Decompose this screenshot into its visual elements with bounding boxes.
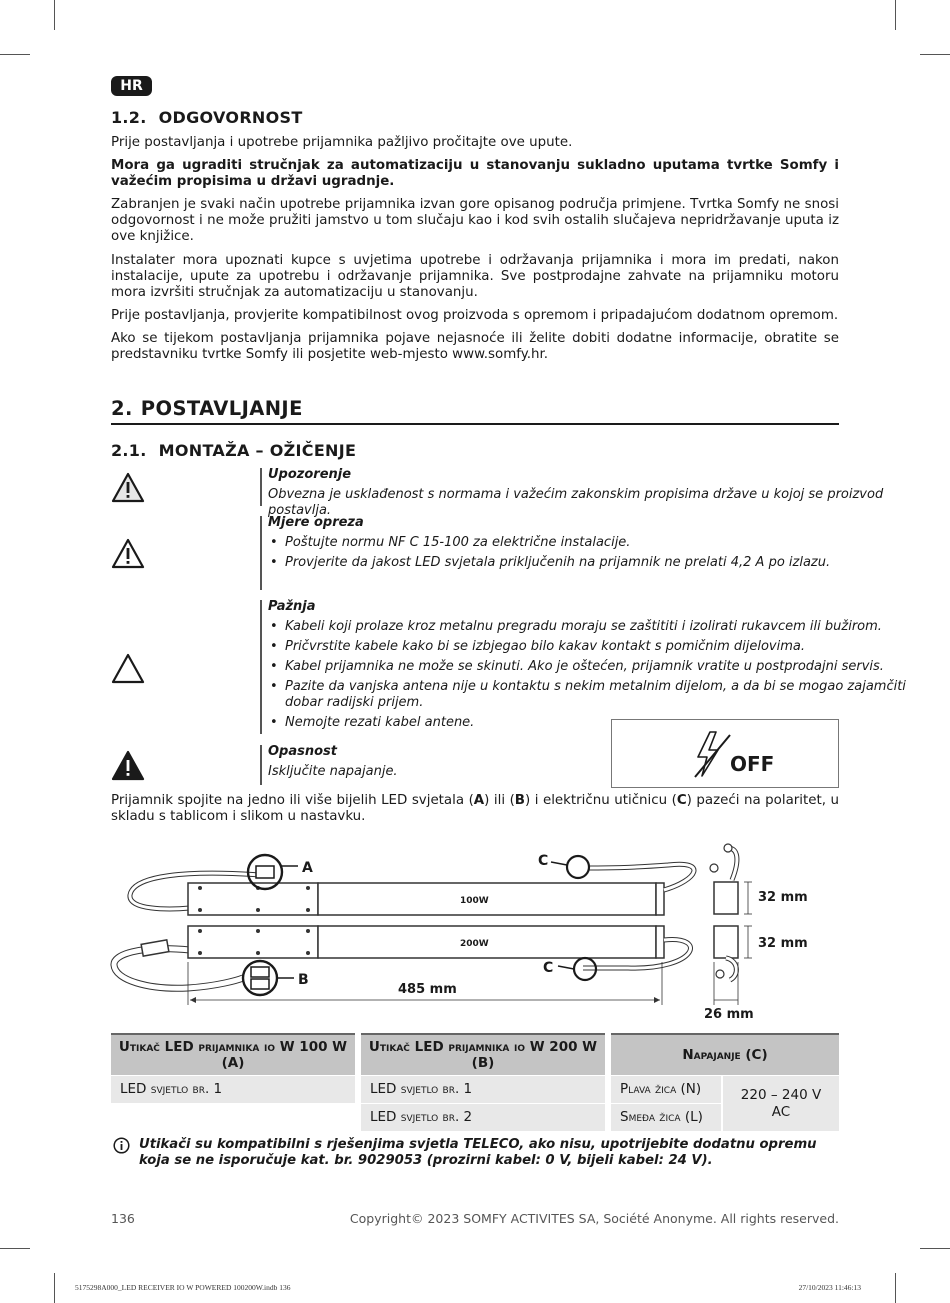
warning-title: Opasnost [268, 744, 338, 759]
section-2-1-heading [111, 441, 356, 460]
list-item: • Kabeli koji prolaze kroz metalnu pregradu moraju se zaštititi i izolirati rukavcem ili bužirom. [268, 619, 918, 635]
warning-block-mjere-opreza [111, 514, 839, 592]
side-view-top [714, 882, 738, 914]
connector-c-highlight [567, 856, 589, 878]
label-c: C [676, 793, 687, 808]
table-cell: LED svjetlo br. 1 [361, 1075, 605, 1103]
table-header: Utikač LED prijamnika io W 100 W (A) [111, 1033, 355, 1075]
warning-content [268, 467, 908, 519]
section-title: POSTAVLJANJE [140, 397, 303, 420]
connector-b-highlight [243, 961, 277, 995]
warning-block-paznja [111, 598, 906, 738]
power-off-icon [690, 729, 734, 781]
warning-content [268, 515, 908, 575]
connection-table [111, 1033, 839, 1131]
receiver-housing [188, 926, 318, 958]
warning-text: Obvezna je usklađenost s normama i važećim zakonskim propisima države u kojoj se proizvod postavlja. [268, 487, 884, 518]
side-view-bottom [714, 926, 738, 958]
danger-triangle-icon [111, 750, 145, 782]
table-row [111, 1075, 839, 1103]
table-cell: LED svjetlo br. 2 [361, 1103, 605, 1131]
label-a: A [302, 860, 313, 876]
paragraph: Prije postavljanja i upotrebe prijamnika pažljivo pročitajte ove upute. [111, 135, 573, 150]
crop-mark [0, 54, 30, 55]
copyright: Copyright© 2023 SOMFY ACTIVITES SA, Société Anonyme. All rights reserved. [349, 1211, 839, 1226]
warning-block-opasnost [111, 743, 601, 787]
page-number: 136 [111, 1211, 135, 1226]
section-title: ODGOVORNOST [158, 108, 303, 127]
print-date: 27/10/2023 11:46:13 [798, 1283, 861, 1292]
warning-title: Pažnja [268, 599, 316, 614]
text-fragment: ) pazeći na polaritet, u skladu s tablicom i slikom u nastavku. [111, 793, 839, 824]
table-cell-empty [111, 1103, 355, 1131]
warning-bar [260, 516, 262, 590]
text-fragment: Prijamnik spojite na jedno ili više bijelih LED svjetala ( [111, 793, 474, 808]
warning-text: Isključite napajanje. [268, 764, 398, 779]
crop-mark [54, 0, 55, 30]
info-icon [113, 1137, 130, 1154]
receiver-housing [188, 883, 318, 915]
label-b: B [514, 793, 526, 808]
width-dimension: 26 mm [704, 1007, 754, 1022]
table-header: Utikač LED prijamnika io W 200 W (B) [361, 1033, 605, 1075]
cable-connector [141, 940, 169, 956]
list-item: • Pričvrstite kabele kako bi se izbjegao bilo kakav kontakt s pomičnim dijelovima. [268, 639, 918, 655]
warning-bar [260, 468, 262, 506]
label-a: A [473, 793, 485, 808]
list-item: • Poštujte normu NF C 15-100 za električne instalacije. [268, 535, 908, 551]
warning-bar [260, 745, 262, 785]
label-c-bottom: C [543, 960, 554, 976]
caution-triangle-icon [111, 653, 145, 685]
wiring-diagram [108, 840, 843, 1025]
list-item: • Pazite da vanjska antena nije u kontaktu s nekim metalnim dijelom, a da bi se mogao zajamčiti dobar radijski prijem. [268, 679, 918, 711]
warning-title: Mjere opreza [268, 515, 364, 530]
power-off-box [611, 719, 839, 788]
warning-content [268, 599, 918, 735]
table-cell: Plava žica (N) [611, 1075, 723, 1103]
off-label: OFF [730, 752, 775, 776]
crop-mark [895, 0, 896, 30]
section-1-2-heading [111, 108, 303, 127]
crop-mark [0, 1248, 30, 1249]
receiver-bottom-label: 200W [460, 939, 489, 949]
print-file-name: 5175298A000_LED RECEIVER IO W POWERED 100200W.indb 136 [75, 1283, 291, 1292]
language-badge: HR [111, 76, 152, 96]
section-number: 2.1. [111, 441, 147, 460]
paragraph-bold: Mora ga ugraditi stručnjak za automatizaciju u stanovanju sukladno uputama tvrtke Somfy i važećim propisima u državi ugradnje. [111, 158, 839, 189]
paragraph: Instalater mora upoznati kupce s uvjetima upotrebe i održavanja prijamnika i mora im predati, nakon instalacije, upute za upotrebu i održavanje prijamnika. Sve postprodajne zahvate na prijamniku motoru mora izvršiti stručnjak za automatizaciju u stanovanju. [111, 253, 839, 300]
crop-mark [54, 1273, 55, 1303]
list-item: • Nemojte rezati kabel antene. [268, 715, 918, 731]
crop-mark [895, 1273, 896, 1303]
table-cell: Smeđa žica (L) [611, 1103, 723, 1131]
section-number: 2. [111, 397, 133, 420]
length-dimension: 485 mm [398, 982, 457, 997]
label-b: B [298, 972, 309, 988]
table-cell-voltage: 220 – 240 V AC [723, 1075, 839, 1131]
crop-mark [920, 1248, 950, 1249]
connect-paragraph [111, 793, 839, 825]
section-2-heading [111, 397, 839, 425]
label-c-top: C [538, 853, 549, 869]
receiver-end [656, 926, 664, 958]
text-fragment: ) ili ( [484, 793, 515, 808]
height-dimension-top: 32 mm [758, 890, 808, 905]
paragraph: Prije postavljanja, provjerite kompatibilnost ovog proizvoda s opremom i pripadajućom dodatnom opremom. [111, 308, 839, 323]
warning-bar [260, 600, 262, 734]
table-header: Napajanje (C) [611, 1033, 839, 1075]
warning-triangle-icon [111, 472, 145, 504]
height-dimension-bottom: 32 mm [758, 936, 808, 951]
list-item: • Provjerite da jakost LED svjetala priključenih na prijamnik ne prelati 4,2 A po izlazu. [268, 555, 908, 571]
paragraph: Ako se tijekom postavljanja prijamnika pojave nejasnoće ili želite dobiti dodatne informacije, obratite se predstavniku tvrtke Somfy ili posjetite web-mjesto www.somfy.hr. [111, 331, 839, 362]
receiver-top-label: 100W [460, 896, 489, 906]
section-title: MONTAŽA – OŽIČENJE [158, 441, 357, 460]
warning-block-upozorenje [111, 466, 884, 518]
text-fragment: ) i električnu utičnicu ( [525, 793, 677, 808]
table-header-row [111, 1033, 839, 1075]
warning-title: Upozorenje [268, 467, 352, 482]
table-cell: LED svjetlo br. 1 [111, 1075, 355, 1103]
receiver-end [656, 883, 664, 915]
section-number: 1.2. [111, 108, 147, 127]
list-item: • Kabel prijamnika ne može se skinuti. Ako je oštećen, prijamnik vratite u postprodajni servis. [268, 659, 918, 675]
warning-triangle-icon [111, 538, 145, 570]
note-text: Utikači su kompatibilni s rješenjima svjetla TELECO, ako nisu, upotrijebite dodatnu opremu koja se ne isporučuje kat. br. 9029053 (prozirni kabel: 0 V, bijeli kabel: 24 V). [139, 1137, 817, 1168]
warning-content [268, 744, 588, 780]
paragraph: Zabranjen je svaki način upotrebe prijamnika izvan gore opisanog područja primjene. Tvrtka Somfy ne snosi odgovornost i ne može pružiti jamstvo u tom slučaju kao i kod svih ostalih slučajeva nepridržavanje uputa iz ove knjižice. [111, 197, 839, 244]
crop-mark [920, 54, 950, 55]
